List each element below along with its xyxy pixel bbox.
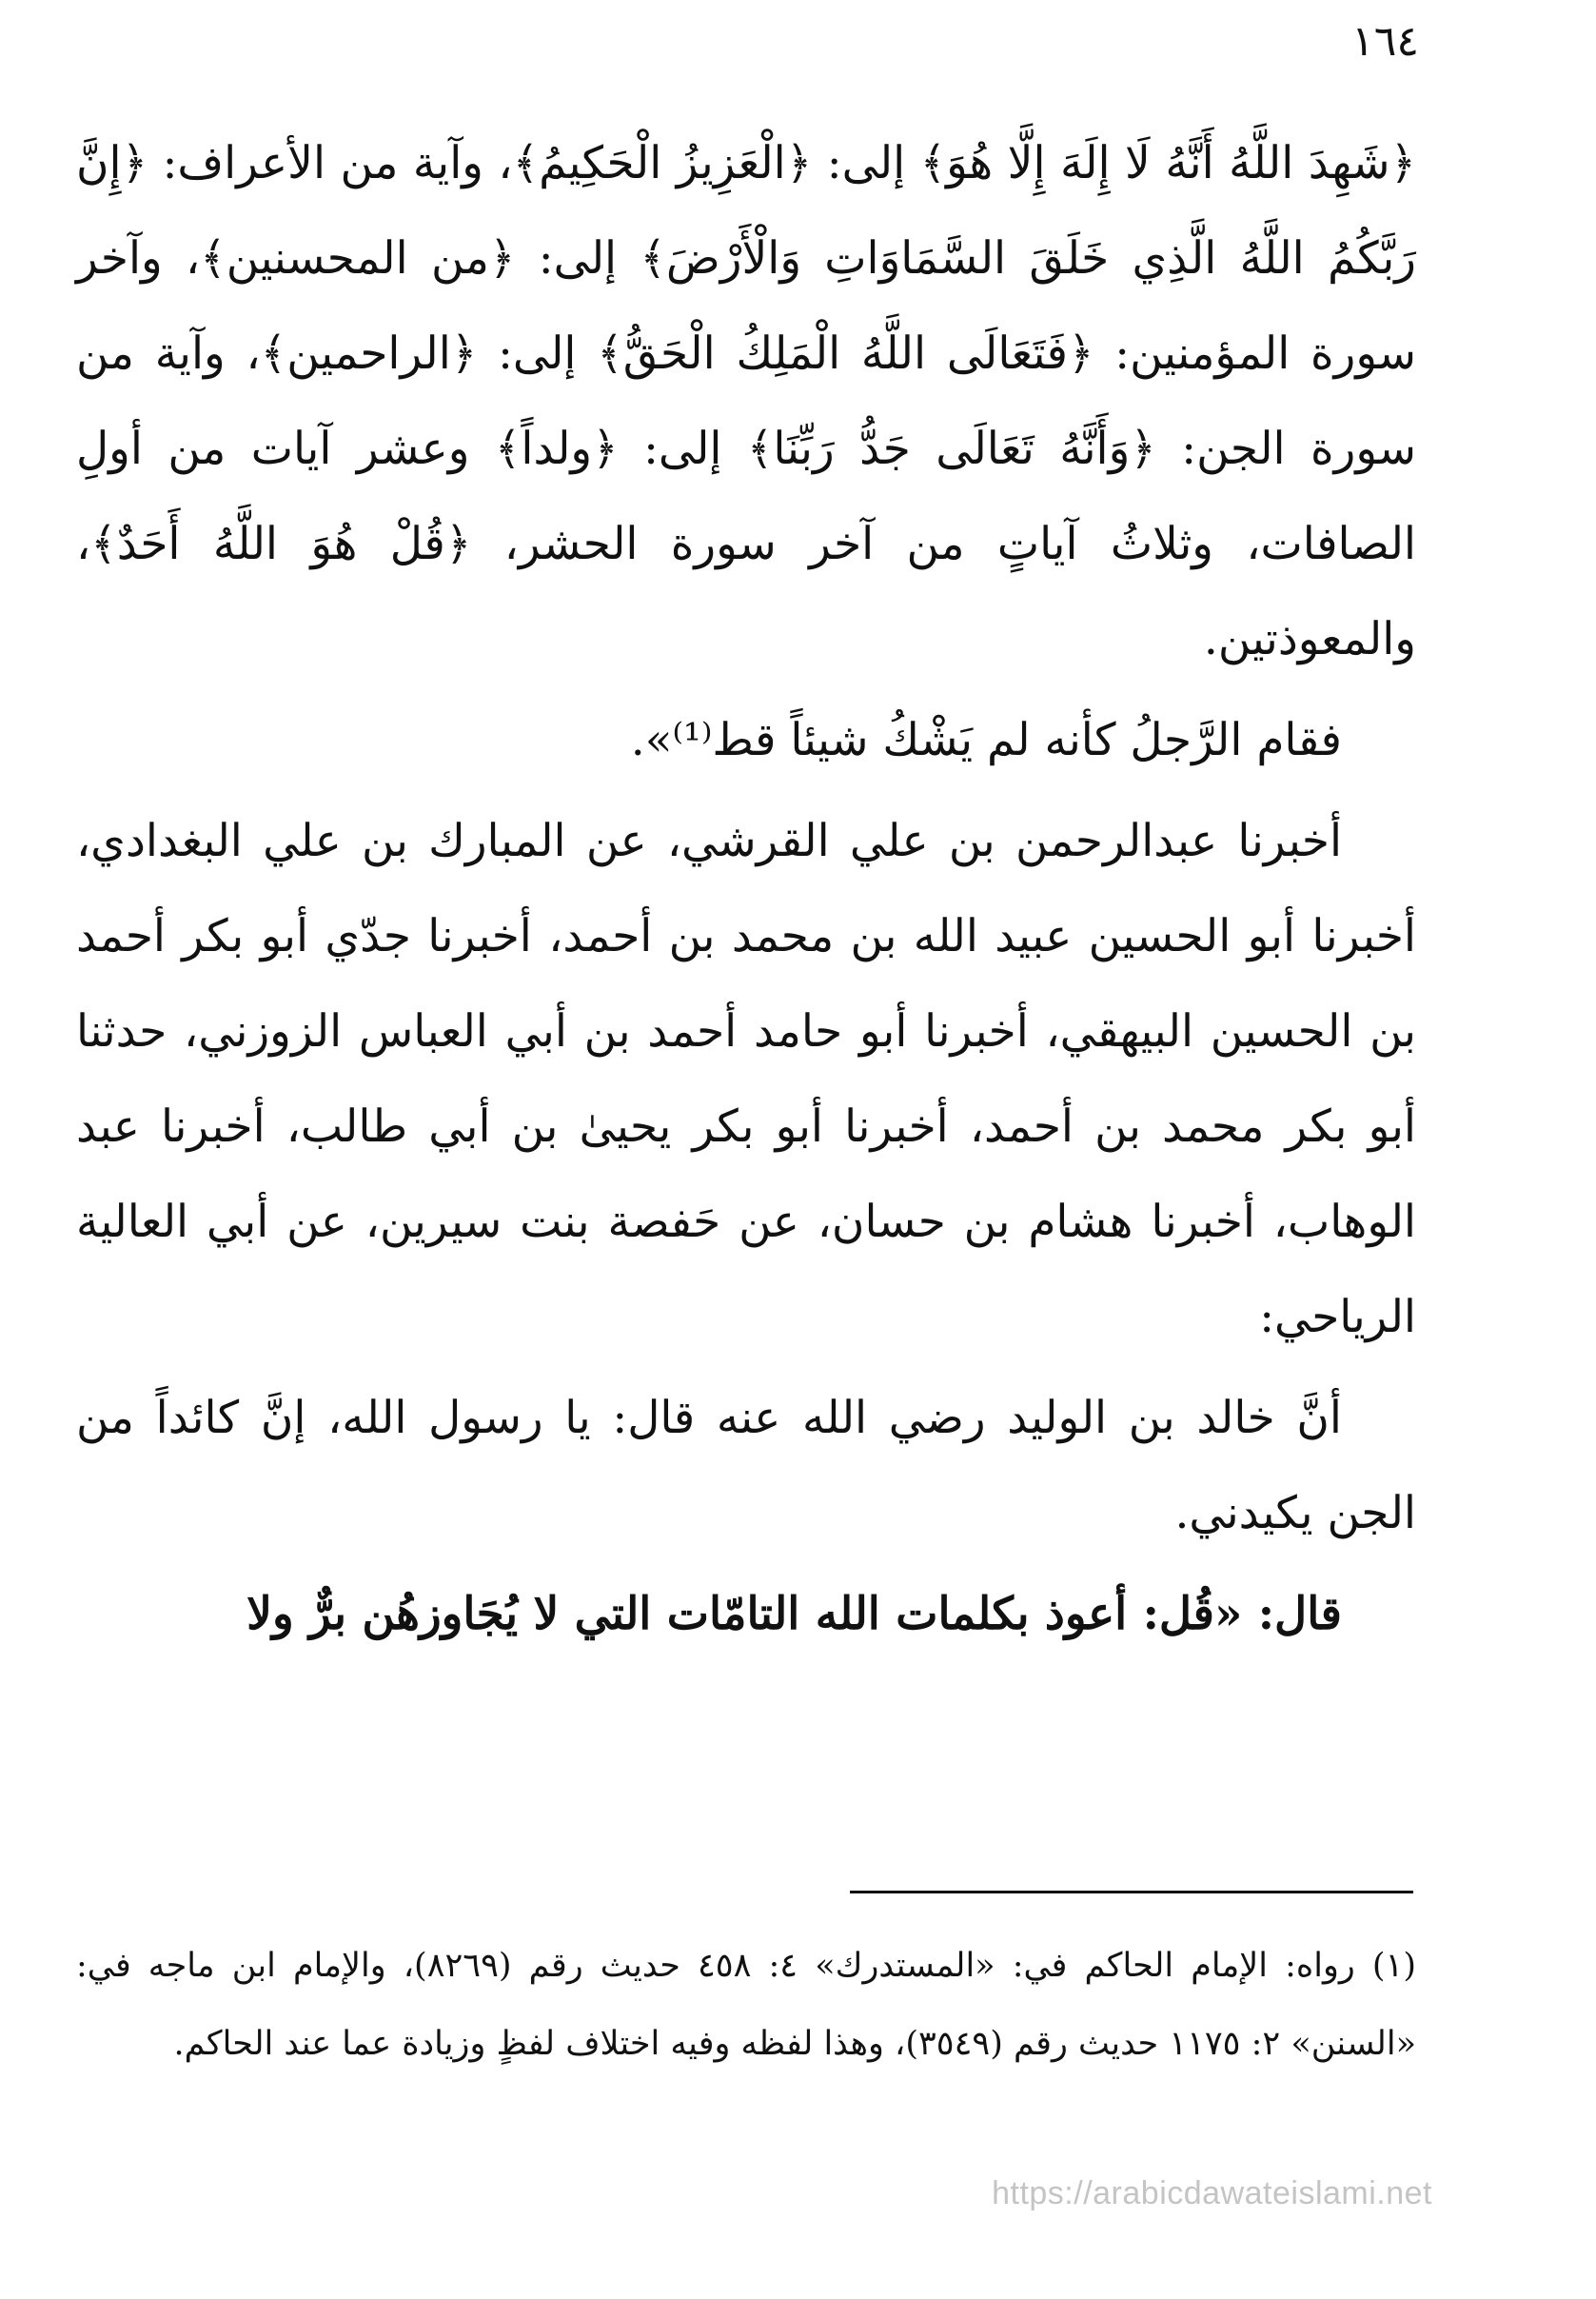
prophet-reply-paragraph: قال: «قُل: أعوذ بكلمات الله التامّات التي لا يُجَاوزهُن برٌّ ولا (246, 1588, 1342, 1640)
footnote-1: (١) رواه: الإمام الحاكم في: «المستدرك» ٤: ٤٥٨ حديث رقم (٨٢٦٩)، والإمام ابن ماجه في: «السنن» ٢: ١١٧٥ حديث رقم (٣٥٤٩)، وهذا لفظه وفيه اختلاف لفظٍ وزيادة عما عند الحاكم. (76, 1947, 1417, 2063)
page-number: ١٦٤ (1351, 17, 1419, 66)
isnad-chain-paragraph: أخبرنا عبدالرحمن بن علي القرشي، عن المبارك بن علي البغدادي، أخبرنا أبو الحسين عبيد الله بن محمد بن أحمد، أخبرنا جدّي أبو بكر أحمد بن الحسين البيهقي، أخبرنا أبو حامد أحمد بن أبي العباس الزوزني، حدثنا أبو بكر محمد بن أحمد، أخبرنا أبو بكر يحيىٰ بن أبي طالب، أخبرنا عبد الوهاب، أخبرنا هشام بن حسان، عن حَفصة بنت سيرين، عن أبي العالية الرياحي: (76, 815, 1416, 1343)
quran-verses-paragraph: ﴿شَهِدَ اللَّهُ أَنَّهُ لَا إِلَهَ إِلَّا هُوَ﴾ إلى: ﴿الْعَزِيزُ الْحَكِيمُ﴾، وآية من الأعراف: ﴿إِنَّ رَبَّكُمُ اللَّهُ الَّذِي خَلَقَ السَّمَاوَاتِ وَالْأَرْضَ﴾ إلى: ﴿من المحسنين﴾، وآخر سورة المؤمنين: ﴿فَتَعَالَى اللَّهُ الْمَلِكُ الْحَقُّ﴾ إلى: ﴿الراحمين﴾، وآية من سورة الجن: ﴿وَأَنَّهُ تَعَالَى جَدُّ رَبِّنَا﴾ إلى: ﴿ولداً﴾ وعشر آيات من أولِ الصافات، وثلاثُ آياتٍ من آخر سورة الحشر، ﴿قُلْ هُوَ اللَّهُ أَحَدٌ﴾، والمعوذتين. (76, 137, 1416, 665)
footnotes (76, 1927, 1416, 2083)
narration-ending-paragraph: فقام الرَّجلُ كأنه لم يَشْكُ شيئاً قط⁽¹⁾». (630, 714, 1342, 766)
footnote-divider (850, 1891, 1413, 1893)
watermark-url: https://arabicdawateislami.net (992, 2175, 1432, 2211)
main-text (76, 116, 1416, 1662)
hadith-matn-paragraph: أنَّ خالد بن الوليد رضي الله عنه قال: يا رسول الله، إنَّ كائداً من الجن يكيدني. (76, 1392, 1416, 1539)
